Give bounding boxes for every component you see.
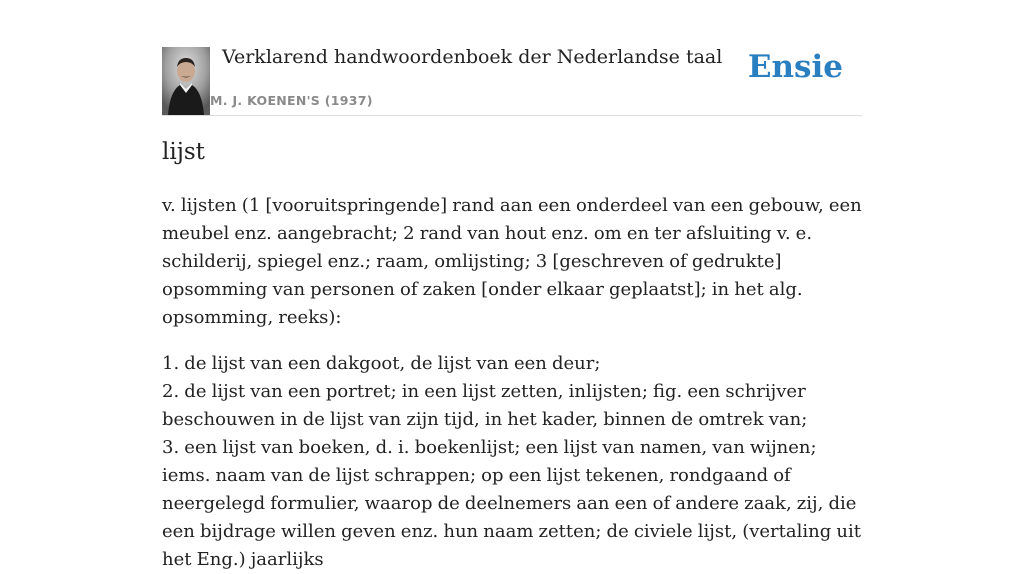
sense-item: 1. de lijst van een dakgoot, de lijst van een deur; [162, 353, 601, 374]
portrait-image [162, 47, 210, 115]
sense-item: 2. de lijst van een portret; in een lijst zetten, inlijsten; fig. een schrijver beschouwen in de lijst van zijn tijd, in het kader, binnen de omtrek van; [162, 381, 808, 430]
book-author: M. J. KOENEN'S (1937) [210, 93, 373, 108]
entry-senses [162, 350, 862, 574]
sense-item: 3. een lijst van boeken, d. i. boekenlijst; een lijst van namen, van wijnen; iems. naam van de lijst schrappen; op een lijst tekenen, rondgaand of neergelegd formulier, waarop de deelnemers aan een of andere zaak, zij, die een bijdrage willen geven enz. hun naam zetten; de civiele lijst, (vertaling uit het Eng.) jaarlijks [162, 437, 861, 570]
entry-content [162, 192, 862, 574]
author-portrait-icon [162, 47, 210, 115]
entry-headword: lijst [162, 139, 205, 165]
brand-logo-link[interactable]: Ensie [747, 49, 843, 85]
entry-definition: v. lijsten (1 [vooruitspringende] rand aan een onderdeel van een gebouw, een meubel enz. aangebracht; 2 rand van hout enz. om en ter afsluiting v. e. schilderij, spiegel enz.; raam, omlijsting; 3 [geschreven of gedrukte] opsomming van personen of zaken [onder elkaar geplaatst]; in het alg. opsomming, reeks): [162, 195, 862, 328]
dictionary-header [162, 40, 862, 116]
book-title: Verklarend handwoordenboek der Nederlandse taal [222, 46, 723, 68]
